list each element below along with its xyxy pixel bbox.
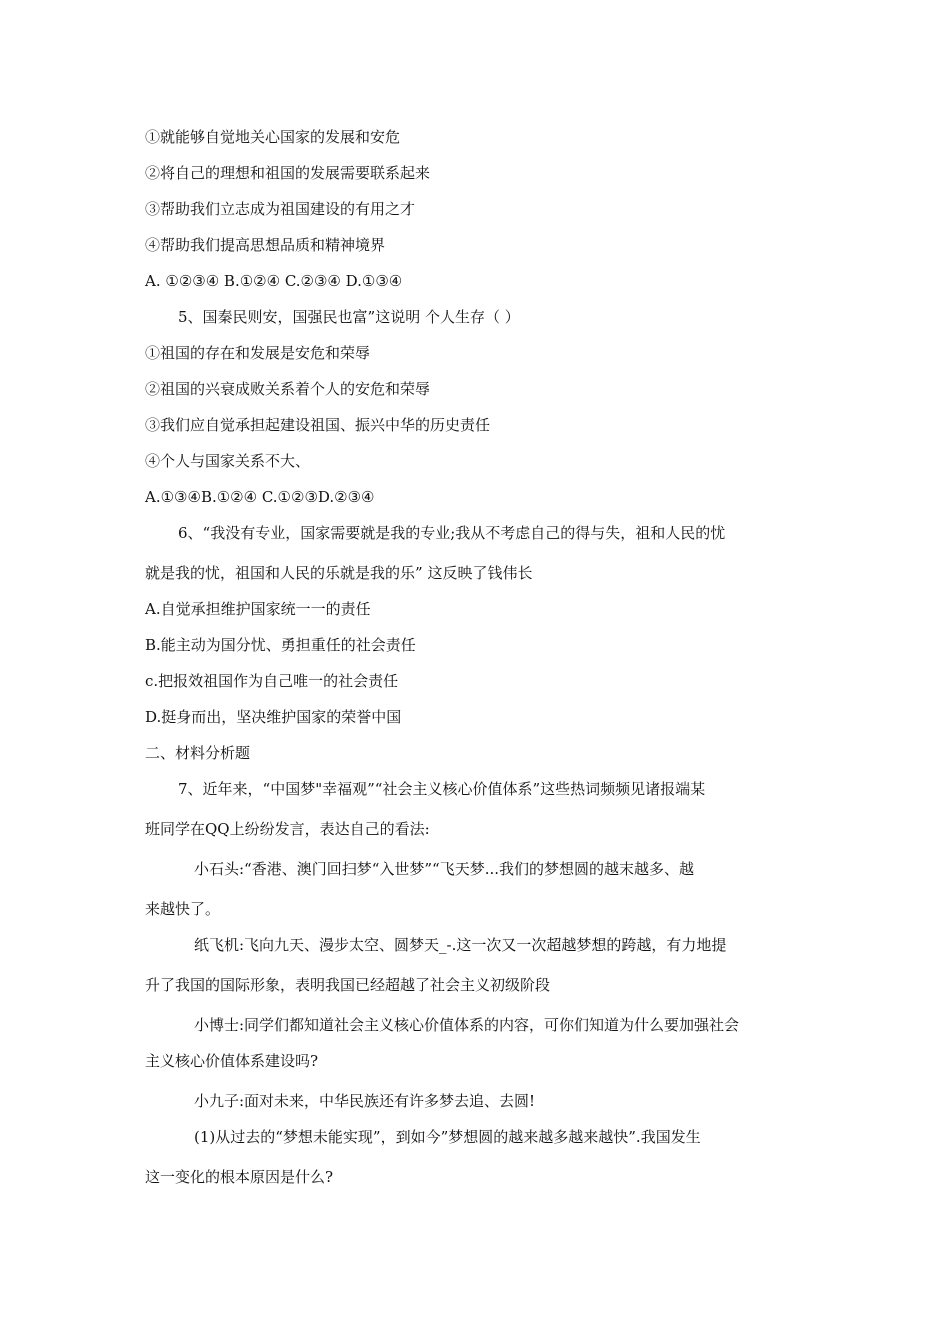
- quote-zhifeiji-continued: 升了我国的国际形象，表明我国已经超越了社会主义初级阶段: [145, 976, 551, 994]
- option-1: ①就能够自觉地关心国家的发展和安危: [145, 128, 401, 146]
- option-1: ①祖国的存在和发展是安危和荣辱: [145, 344, 371, 362]
- question-7: 7、近年来，“中国梦"幸福观”“社会主义核心价值体系”这些热词频频见诸报端某: [178, 780, 706, 798]
- question-6-continued: 就是我的忧，祖国和人民的乐就是我的乐” 这反映了钱伟长: [145, 564, 533, 582]
- choice-c: c.把报效祖国作为自己唯一的社会责任: [145, 672, 399, 690]
- quote-xiaoboshi-continued: 主义核心价值体系建设吗?: [145, 1052, 319, 1070]
- question-5: 5、国秦民则安，国强民也富”这说明 个人生存（ ）: [178, 308, 520, 326]
- question-7-continued: 班同学在QQ上纷纷发言，表达自己的看法:: [145, 820, 430, 838]
- quote-xiaoshitou-continued: 来越快了。: [145, 900, 221, 918]
- option-4: ④帮助我们提高思想品质和精神境界: [145, 236, 386, 254]
- quote-xiaoboshi: 小博士:同学们都知道社会主义核心价值体系的内容，可你们知道为什么要加强社会: [194, 1016, 740, 1034]
- option-2: ②将自己的理想和祖国的发展需要联系起来: [145, 164, 431, 182]
- choice-b: B.能主动为国分忧、勇担重任的社会责任: [145, 636, 416, 654]
- sub-question-1-continued: 这一变化的根本原因是什么?: [145, 1168, 334, 1186]
- sub-question-1: (1)从过去的“梦想未能实现”，到如今”梦想圆的越来越多越来越快”.我国发生: [194, 1128, 701, 1146]
- quote-xiaoshitou: 小石头:“香港、澳门回扫梦“入世梦”“飞天梦...我们的梦想圆的越末越多、越: [194, 860, 695, 878]
- answer-choices: A.①③④B.①②④ C.①②③D.②③④: [145, 488, 375, 506]
- section-heading: 二、材料分析题: [145, 744, 251, 762]
- answer-choices: A. ①②③④ B.①②④ C.②③④ D.①③④: [145, 272, 403, 290]
- quote-zhifeiji: 纸飞机:飞向九天、漫步太空、圆梦天_-.这一次又一次超越梦想的跨越，有力地提: [194, 936, 727, 954]
- option-4: ④个人与国家关系不大、: [145, 452, 311, 470]
- quote-xiaojiuzi: 小九子:面对未来，中华民族还有许多梦去追、去圆!: [194, 1092, 536, 1110]
- option-3: ③帮助我们立志成为祖国建设的有用之才: [145, 200, 416, 218]
- option-2: ②祖国的兴衰成败关系着个人的安危和荣辱: [145, 380, 431, 398]
- choice-d: D.挺身而出，坚决维护国家的荣誉中国: [145, 708, 402, 726]
- question-6: 6、“我没有专业，国家需要就是我的专业;我从不考虑自己的得与失，祖和人民的忧: [178, 524, 726, 542]
- option-3: ③我们应自觉承担起建设祖国、振兴中华的历史责任: [145, 416, 491, 434]
- choice-a: A.自觉承担维护国家统一一的责任: [145, 600, 371, 618]
